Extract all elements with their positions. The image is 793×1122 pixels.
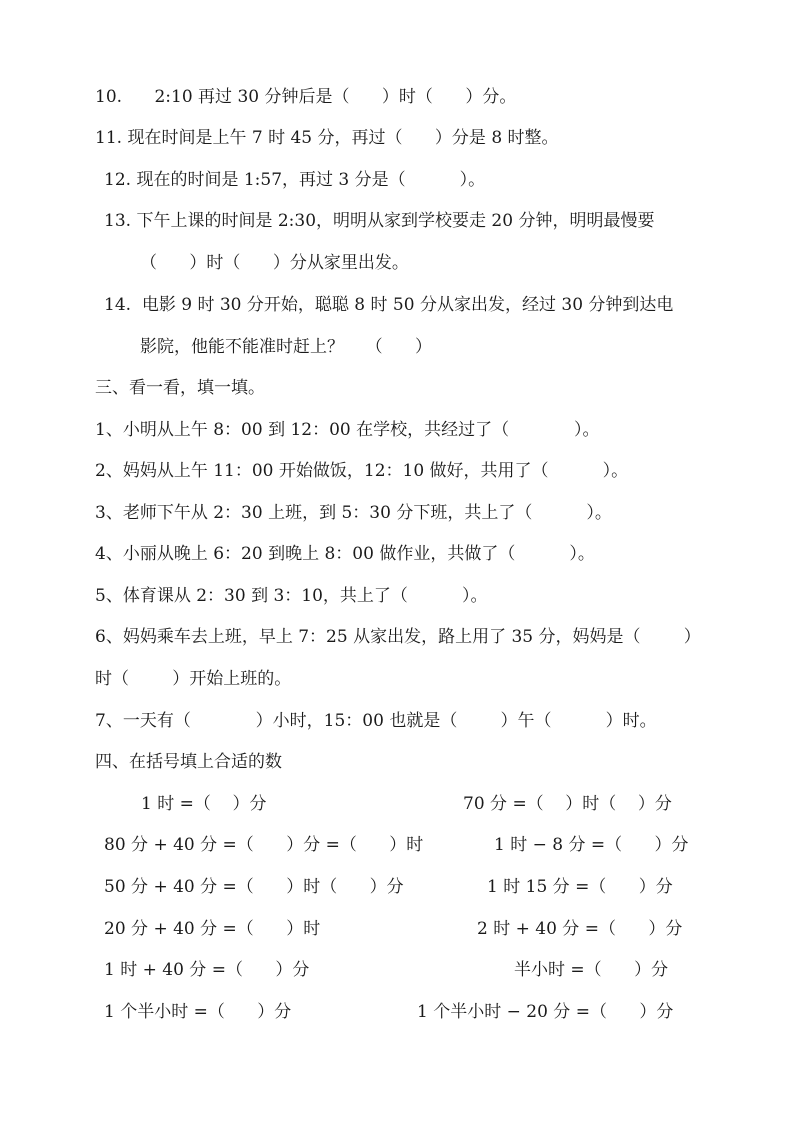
question-14-line2: 影院，他能不能准时赶上？ （ ） xyxy=(140,337,433,357)
s3-question-2: 2、妈妈从上午 11：00 开始做饭，12：10 做好，共用了（ ）。 xyxy=(95,461,629,481)
question-12: 12. 现在的时间是 1:57，再过 3 分是（ ）。 xyxy=(104,170,486,190)
s4-right-1: 70 分 =（ ）时（ ）分 xyxy=(463,794,672,814)
s4-left-5: 1 时 + 40 分 =（ ）分 xyxy=(104,960,310,980)
s4-left-4: 20 分 + 40 分 =（ ）时 xyxy=(104,919,321,939)
s3-question-7: 7、一天有（ ）小时，15：00 也就是（ ）午（ ）时。 xyxy=(95,711,657,731)
question-14-line1: 14. 电影 9 时 30 分开始，聪聪 8 时 50 分从家出发，经过 30 分钟到达电 xyxy=(104,295,674,315)
s3-question-6-line2: 时（ ）开始上班的。 xyxy=(95,669,292,689)
s3-question-6-line1: 6、妈妈乘车去上班，早上 7：25 从家出发，路上用了 35 分，妈妈是（ ） xyxy=(95,627,701,647)
s4-right-5: 半小时 =（ ）分 xyxy=(514,960,669,980)
s4-left-3: 50 分 + 40 分 =（ ）时（ ）分 xyxy=(104,877,404,897)
section-four-title: 四、在括号填上合适的数 xyxy=(95,752,282,772)
question-11: 11. 现在时间是上午 7 时 45 分，再过（ ）分是 8 时整。 xyxy=(95,128,559,148)
s3-question-5: 5、体育课从 2：30 到 3：10，共上了（ ）。 xyxy=(95,586,488,606)
s4-right-3: 1 时 15 分 =（ ）分 xyxy=(487,877,673,897)
s4-right-4: 2 时 + 40 分 =（ ）分 xyxy=(477,919,683,939)
question-13-line1: 13. 下午上课的时间是 2:30，明明从家到学校要走 20 分钟，明明最慢要 xyxy=(104,211,655,231)
s4-left-1: 1 时 =（ ）分 xyxy=(141,794,267,814)
s3-question-4: 4、小丽从晚上 6：20 到晚上 8：00 做作业，共做了（ ）。 xyxy=(95,544,595,564)
s4-right-2: 1 时 − 8 分 =（ ）分 xyxy=(494,835,689,855)
s3-question-1: 1、小明从上午 8：00 到 12：00 在学校，共经过了（ ）。 xyxy=(95,420,600,440)
s3-question-3: 3、老师下午从 2：30 上班，到 5：30 分下班，共上了（ ）。 xyxy=(95,503,612,523)
s4-left-6: 1 个半小时 =（ ）分 xyxy=(104,1002,292,1022)
s4-right-6: 1 个半小时 − 20 分 =（ ）分 xyxy=(417,1002,674,1022)
question-13-line2: （ ）时（ ）分从家里出发。 xyxy=(140,253,409,273)
section-three-title: 三、看一看，填一填。 xyxy=(95,378,265,398)
s4-left-2: 80 分 + 40 分 =（ ）分 =（ ）时 xyxy=(104,835,424,855)
question-10: 10. 2:10 再过 30 分钟后是（ ）时（ ）分。 xyxy=(95,87,517,107)
